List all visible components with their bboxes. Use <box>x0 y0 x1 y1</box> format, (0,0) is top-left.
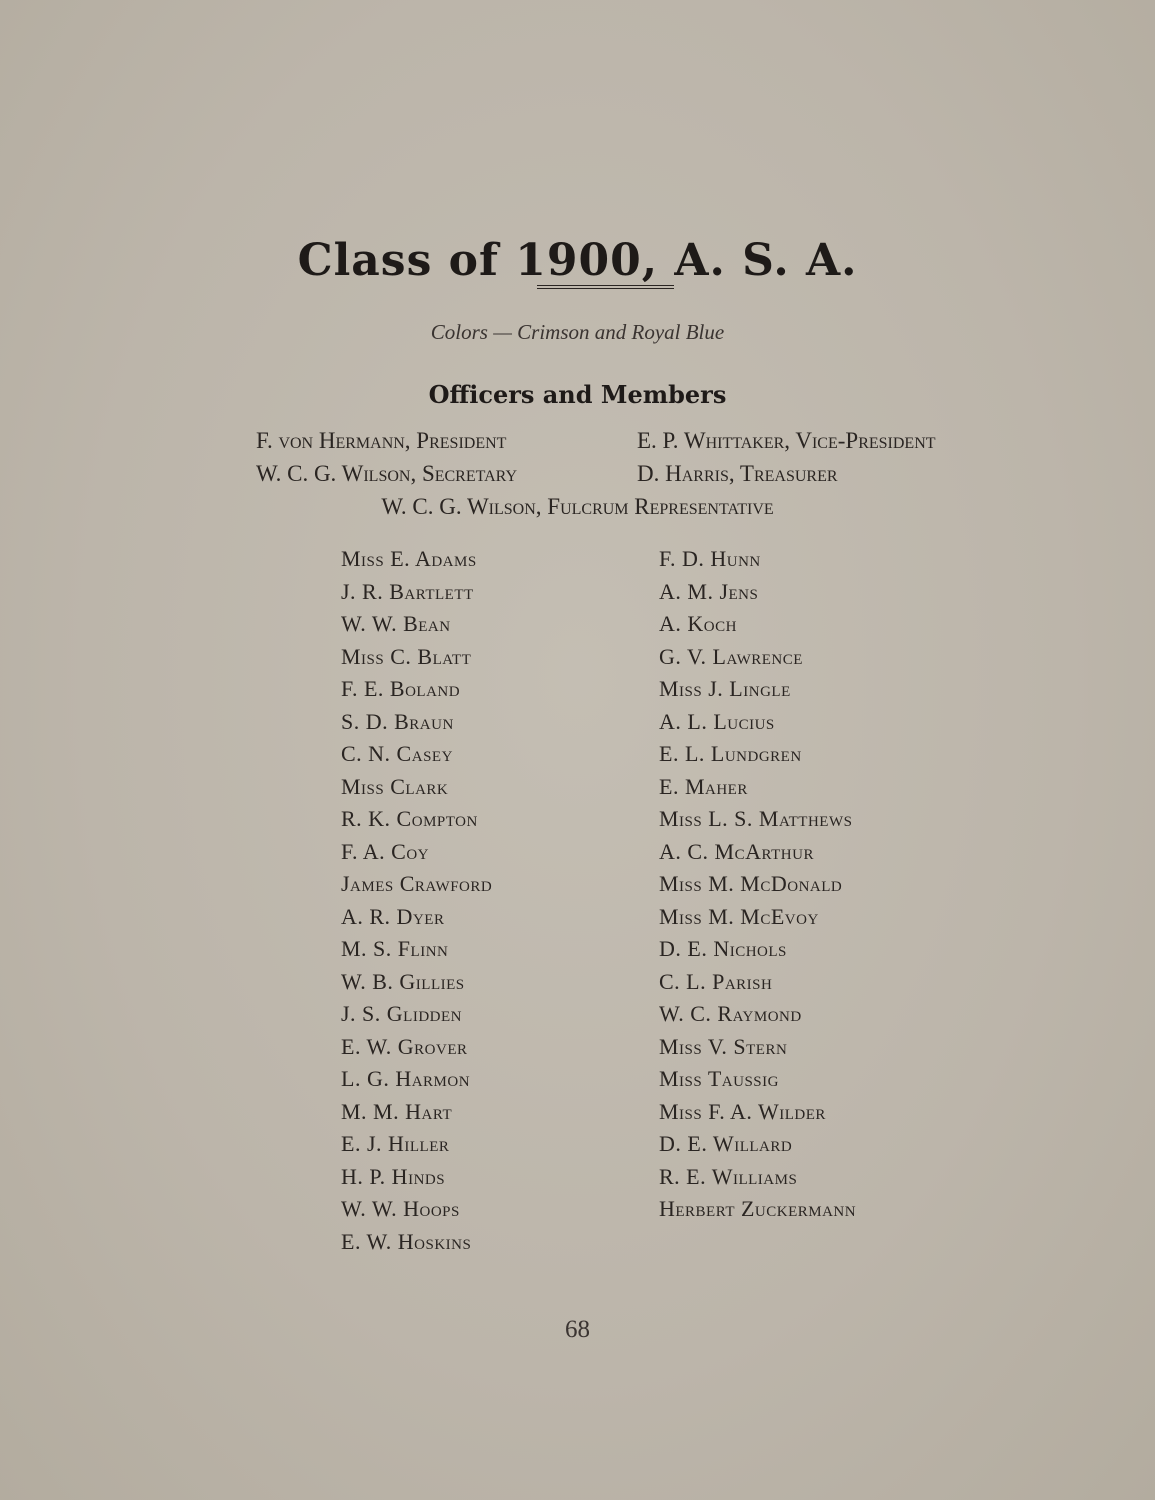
member-name: E. W. Hoskins <box>341 1228 472 1254</box>
member-name: R. K. Compton <box>341 806 478 831</box>
member-name: Miss F. A. Wilder <box>659 1098 826 1124</box>
member-list-left <box>341 543 492 1258</box>
member-name: M. M. Hart <box>341 1098 453 1124</box>
officer-president: F. von Hermann, President <box>256 428 507 453</box>
member-name: Miss V. Stern <box>659 1033 788 1059</box>
member-name: C. N. Casey <box>341 741 453 766</box>
member-name: W. C. Raymond <box>659 1001 802 1026</box>
member-name: Miss M. McEvoy <box>659 903 819 929</box>
member-name: A. Koch <box>659 611 737 636</box>
member-name: Miss J. Lingle <box>659 676 791 701</box>
member-name: F. A. Coy <box>341 838 429 864</box>
member-name: Miss Taussig <box>659 1066 779 1091</box>
officer-treasurer: D. Harris, Treasurer <box>637 461 838 486</box>
member-name: M. S. Flinn <box>341 936 449 961</box>
member-name: E. L. Lundgren <box>659 741 802 766</box>
member-list-right <box>659 543 856 1226</box>
member-name: L. G. Harmon <box>341 1066 471 1091</box>
member-name: R. E. Williams <box>659 1163 798 1189</box>
title-underline <box>537 285 674 289</box>
member-name: A. M. Jens <box>659 578 759 604</box>
officer-vice-president: E. P. Whittaker, Vice-President <box>637 428 936 453</box>
member-name: Herbert Zuckermann <box>659 1196 857 1221</box>
officer-fulcrum-representative: W. C. G. Wilson, Fulcrum Representative <box>381 494 774 519</box>
member-name: D. E. Willard <box>659 1131 793 1156</box>
section-heading: Officers and Members <box>428 380 727 409</box>
member-name: W. W. Hoops <box>341 1196 460 1221</box>
member-name: Miss C. Blatt <box>341 643 472 669</box>
member-name: E. Maher <box>659 773 748 799</box>
member-name: Miss L. S. Matthews <box>659 806 853 831</box>
page-number: 68 <box>565 1316 590 1343</box>
officer-secretary: W. C. G. Wilson, Secretary <box>256 461 518 486</box>
member-name: D. E. Nichols <box>659 936 787 961</box>
member-name: C. L. Parish <box>659 968 773 994</box>
member-name: S. D. Braun <box>341 708 454 734</box>
member-name: H. P. Hinds <box>341 1163 446 1189</box>
member-name: W. W. Bean <box>341 611 451 636</box>
member-name: F. E. Boland <box>341 676 461 701</box>
page-title: Class of 1900, A. S. A. <box>297 235 858 286</box>
member-name: A. L. Lucius <box>659 708 775 734</box>
member-name: A. R. Dyer <box>341 903 445 929</box>
member-name: W. B. Gillies <box>341 968 465 994</box>
member-name: James Crawford <box>341 871 493 896</box>
member-name: J. S. Glidden <box>341 1001 463 1026</box>
member-name: Miss Clark <box>341 773 449 799</box>
member-name: E. W. Grover <box>341 1033 468 1059</box>
member-name: E. J. Hiller <box>341 1131 450 1156</box>
member-name: Miss E. Adams <box>341 546 477 571</box>
member-name: J. R. Bartlett <box>341 578 474 604</box>
class-colors: Colors — Crimson and Royal Blue <box>430 320 725 344</box>
member-name: Miss M. McDonald <box>659 871 843 896</box>
member-name: G. V. Lawrence <box>659 643 803 669</box>
member-name: A. C. McArthur <box>659 838 814 864</box>
member-name: F. D. Hunn <box>659 546 761 571</box>
